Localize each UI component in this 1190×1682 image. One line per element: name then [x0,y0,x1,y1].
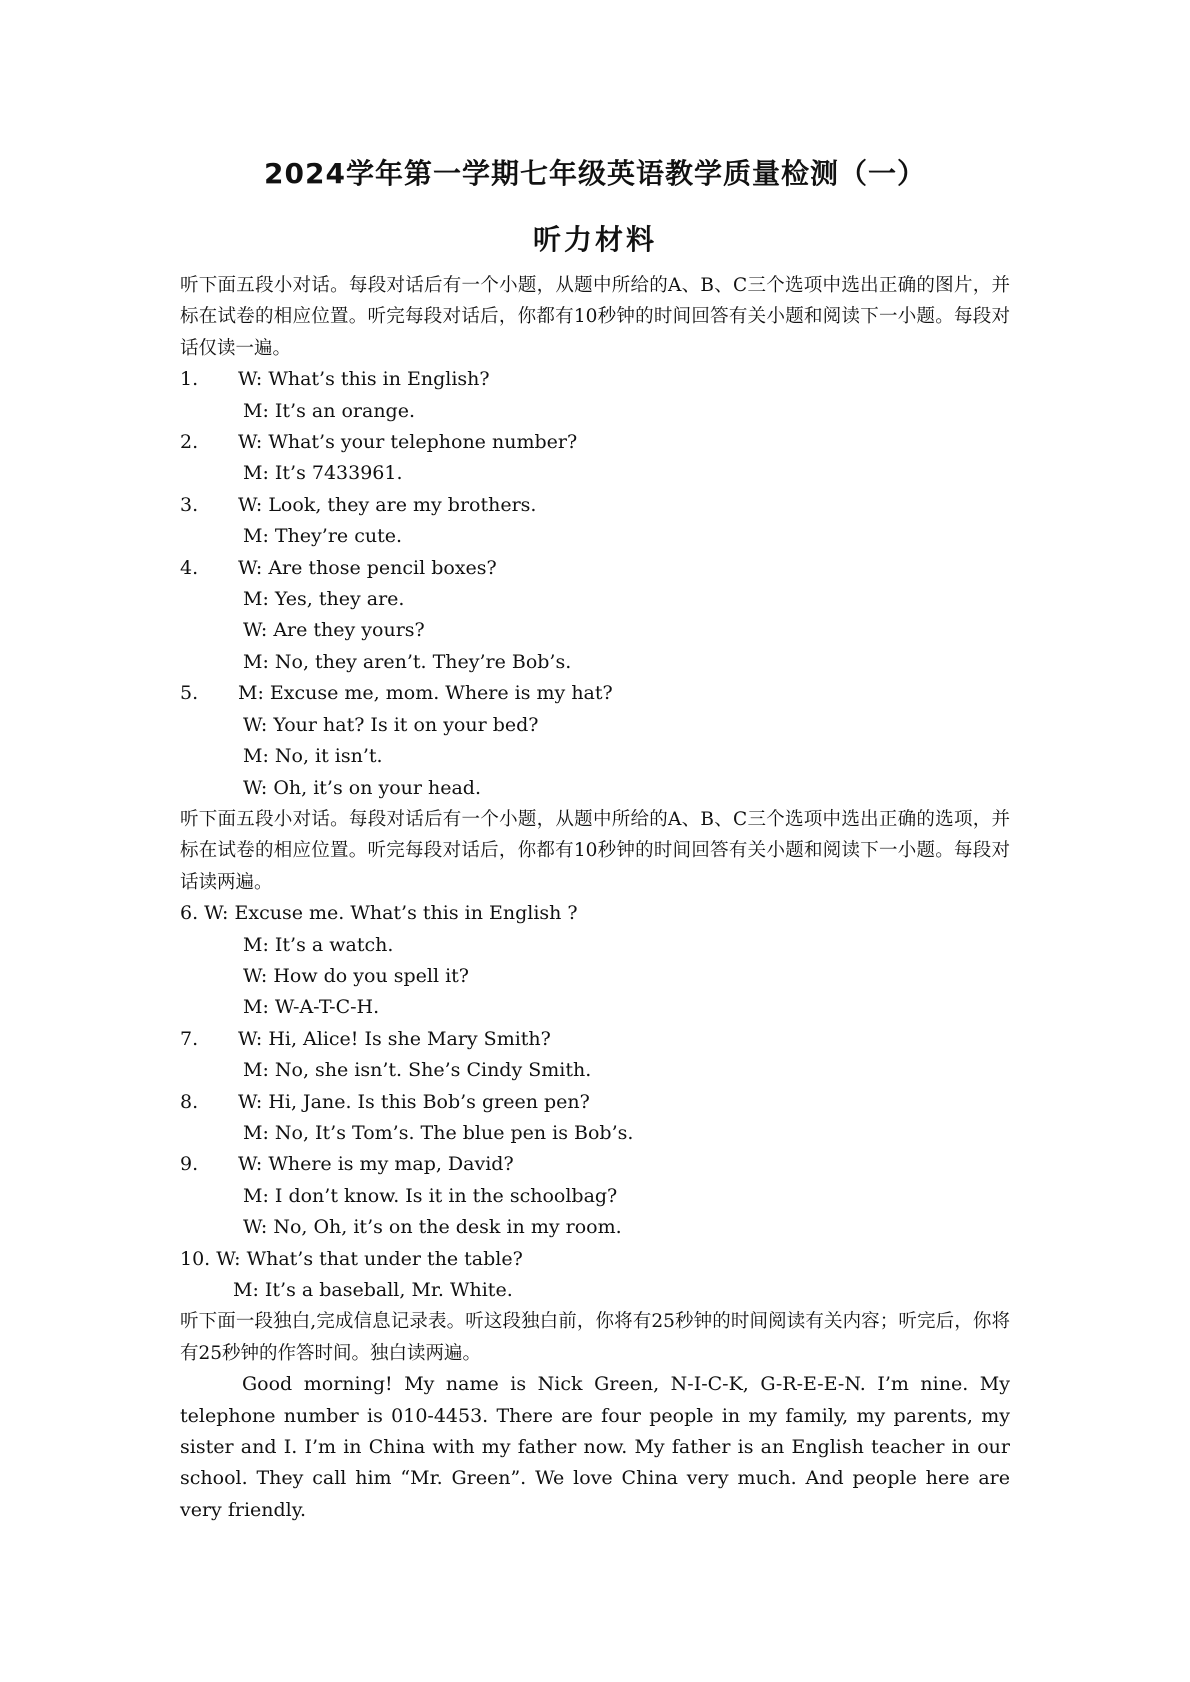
dialogue-line: M: No, they aren’t. They’re Bob’s. [243,650,572,673]
question-number: 3. [180,493,199,516]
question-number: 2. [180,431,199,454]
dialogue-line: W: Your hat? Is it on your bed? [243,713,539,736]
dialogue-line: W: Where is my map, David? [238,1153,514,1176]
section1-instruction: 听下面五段小对话。每段对话后有一个小题，从题中所给的A、B、C三个选项中选出正确的图片，并标在试卷的相应位置。听完每段对话后，你都有10秒钟的时间回答有关小题和阅读下一小题。每段对话仅读一遍。 [180,275,1010,359]
dialogue-line: W: What’s this in English? [238,368,490,391]
dialogue-line: M: No, she isn’t. She’s Cindy Smith. [243,1059,592,1082]
dialogue-line: W: Are those pencil boxes? [238,556,497,579]
question-number: 5. [180,682,199,705]
question-4 [180,553,1010,584]
question-number: 9. [180,1153,199,1176]
section2-instruction: 听下面五段小对话。每段对话后有一个小题，从题中所给的A、B、C三个选项中选出正确的选项，并标在试卷的相应位置。听完每段对话后，你都有10秒钟的时间回答有关小题和阅读下一小题。每段对话读两遍。 [180,808,1010,893]
question-2 [180,427,1010,458]
dialogue-line: W: Are they yours? [243,619,425,642]
dialogue-line: M: W-A-T-C-H. [243,996,380,1019]
question-7 [180,1024,1010,1055]
dialogue-line: W: How do you spell it? [243,964,469,987]
dialogue-line: M: It’s a watch. [243,933,394,956]
section3-instruction: 听下面一段独白,完成信息记录表。听这段独白前，你将有25秒钟的时间阅读有关内容；听完后，你将有25秒钟的作答时间。独白读两遍。 [180,1311,1010,1364]
dialogue-line: W: Hi, Jane. Is this Bob’s green pen? [238,1090,590,1113]
document-body [180,270,1010,1526]
question-8 [180,1087,1010,1118]
dialogue-line: M: No, it isn’t. [243,745,383,768]
dialogue-line: W: Oh, it’s on your head. [243,776,482,799]
page-title: 2024学年第一学期七年级英语教学质量检测（一） [264,157,926,190]
question-10: 10. W: What’s that under the table? [180,1247,523,1270]
dialogue-line: M: Yes, they are. [243,588,405,611]
dialogue-line: M: They’re cute. [243,525,402,548]
question-1 [180,364,1010,395]
question-number: 4. [180,556,199,579]
dialogue-line: M: It’s 7433961. [243,462,403,485]
page-subtitle: 听力材料 [532,223,657,256]
question-number: 1. [180,368,199,391]
monologue-paragraph [180,1369,1010,1526]
dialogue-line: W: No, Oh, it’s on the desk in my room. [243,1216,622,1239]
dialogue-line: M: It’s a baseball, Mr. White. [233,1279,513,1301]
question-5 [180,678,1010,709]
question-number: 7. [180,1027,199,1050]
dialogue-line: W: Look, they are my brothers. [238,493,537,516]
monologue-text: Good morning! My name is Nick Green, N-I-C-K, G-R-E-E-N. I’m nine. My telephone number is 010-4453. There are four people in my family, my parents, my sister and I. I’m in China with my father now. My father is an English teacher in our school. They call him “Mr. Green”. We love China very much. And people here are very friendly. [180,1373,1010,1521]
question-3 [180,490,1010,521]
dialogue-line: M: Excuse me, mom. Where is my hat? [238,682,613,705]
dialogue-line: W: Hi, Alice! Is she Mary Smith? [238,1027,551,1050]
dialogue-line: W: What’s your telephone number? [238,431,578,454]
dialogue-line: M: I don’t know. Is it in the schoolbag? [243,1184,618,1207]
dialogue-line: M: It’s an orange. [243,399,416,422]
question-6: 6. W: Excuse me. What’s this in English ? [180,902,578,925]
question-9 [180,1149,1010,1180]
dialogue-line: M: No, It’s Tom’s. The blue pen is Bob’s. [243,1121,634,1144]
question-number: 8. [180,1090,199,1113]
